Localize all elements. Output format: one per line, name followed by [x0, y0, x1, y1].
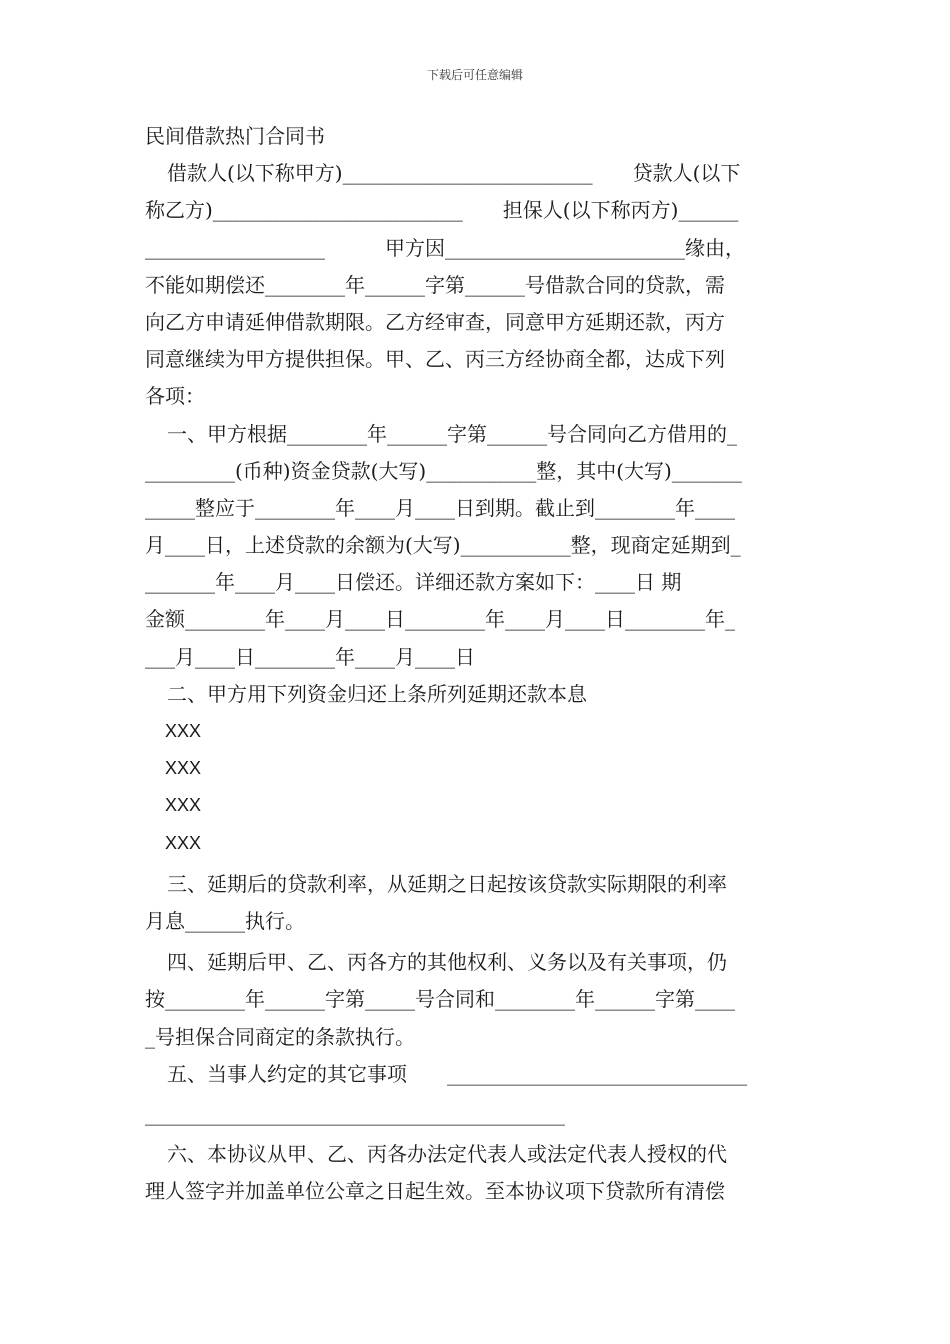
clause-3-line: 三、延期后的贷款利率，从延期之日起按该贷款实际期限的利率 — [167, 871, 727, 896]
clause-5-line: __________________________________________ — [145, 1101, 565, 1126]
text-line: 称乙方)_________________________ 担保人(以下称丙方)______ — [145, 198, 739, 223]
clause-6-line: 理人签字并加盖单位公章之日起生效。至本协议项下贷款所有清偿 — [145, 1178, 725, 1203]
clause-5-line: 五、当事人约定的其它事项 ______________________________ — [167, 1061, 747, 1086]
clause-1-line: _____整应于________年____月____日到期。截止到________年____ — [145, 495, 735, 520]
clause-1-line: _______年____月____日偿还。详细还款方案如下：____日 期 — [145, 570, 682, 595]
clause-1-line: _________(币种)资金贷款(大写)___________整，其中(大写)_______ — [145, 458, 742, 483]
placeholder-item: XXX — [165, 832, 202, 853]
clause-4-line: _号担保合同商定的条款执行。 — [145, 1024, 415, 1049]
clause-6-line: 六、本协议从甲、乙、丙各办法定代表人或法定代表人授权的代 — [167, 1141, 727, 1166]
contract-body — [145, 118, 807, 1210]
placeholder-item: XXX — [165, 721, 202, 741]
clause-4-line: 按________年______字第_____号合同和________年______字第____ — [145, 987, 735, 1012]
text-line: 同意继续为甲方提供担保。甲、乙、丙三方经协商全都，达成下列 — [145, 347, 725, 372]
clause-3-line: 月息______执行。 — [145, 908, 305, 933]
text-line: __________________ 甲方因________________________缘由， — [145, 235, 745, 260]
text-line: 借款人(以下称甲方)_________________________ 贷款人(以下 — [167, 161, 741, 186]
clause-1-line: 一、甲方根据________年______字第______号合同向乙方借用的_ — [167, 421, 737, 446]
clause-1-line: 金额________年____月____日________年____月____日________年_ — [145, 607, 735, 632]
clause-2-line: 二、甲方用下列资金归还上条所列延期还款本息 — [167, 681, 587, 706]
document-title: 民间借款热门合同书 — [145, 124, 325, 148]
placeholder-item: XXX — [165, 758, 202, 779]
header-note: 下载后可任意编辑 — [426, 68, 523, 82]
text-line: 不能如期偿还________年______字第______号借款合同的贷款，需 — [145, 272, 725, 297]
placeholder-item: XXX — [165, 795, 202, 816]
text-line: 向乙方申请延伸借款期限。乙方经审查，同意甲方延期还款，丙方 — [145, 309, 725, 334]
text-line: 各项： — [145, 384, 205, 409]
clause-4-line: 四、延期后甲、乙、丙各方的其他权利、义务以及有关事项，仍 — [167, 950, 727, 975]
clause-1-line: 月____日，上述贷款的余额为(大写)___________整，现商定延期到_ — [145, 533, 741, 558]
clause-1-line: ___月____日________年____月____日 — [145, 644, 475, 669]
